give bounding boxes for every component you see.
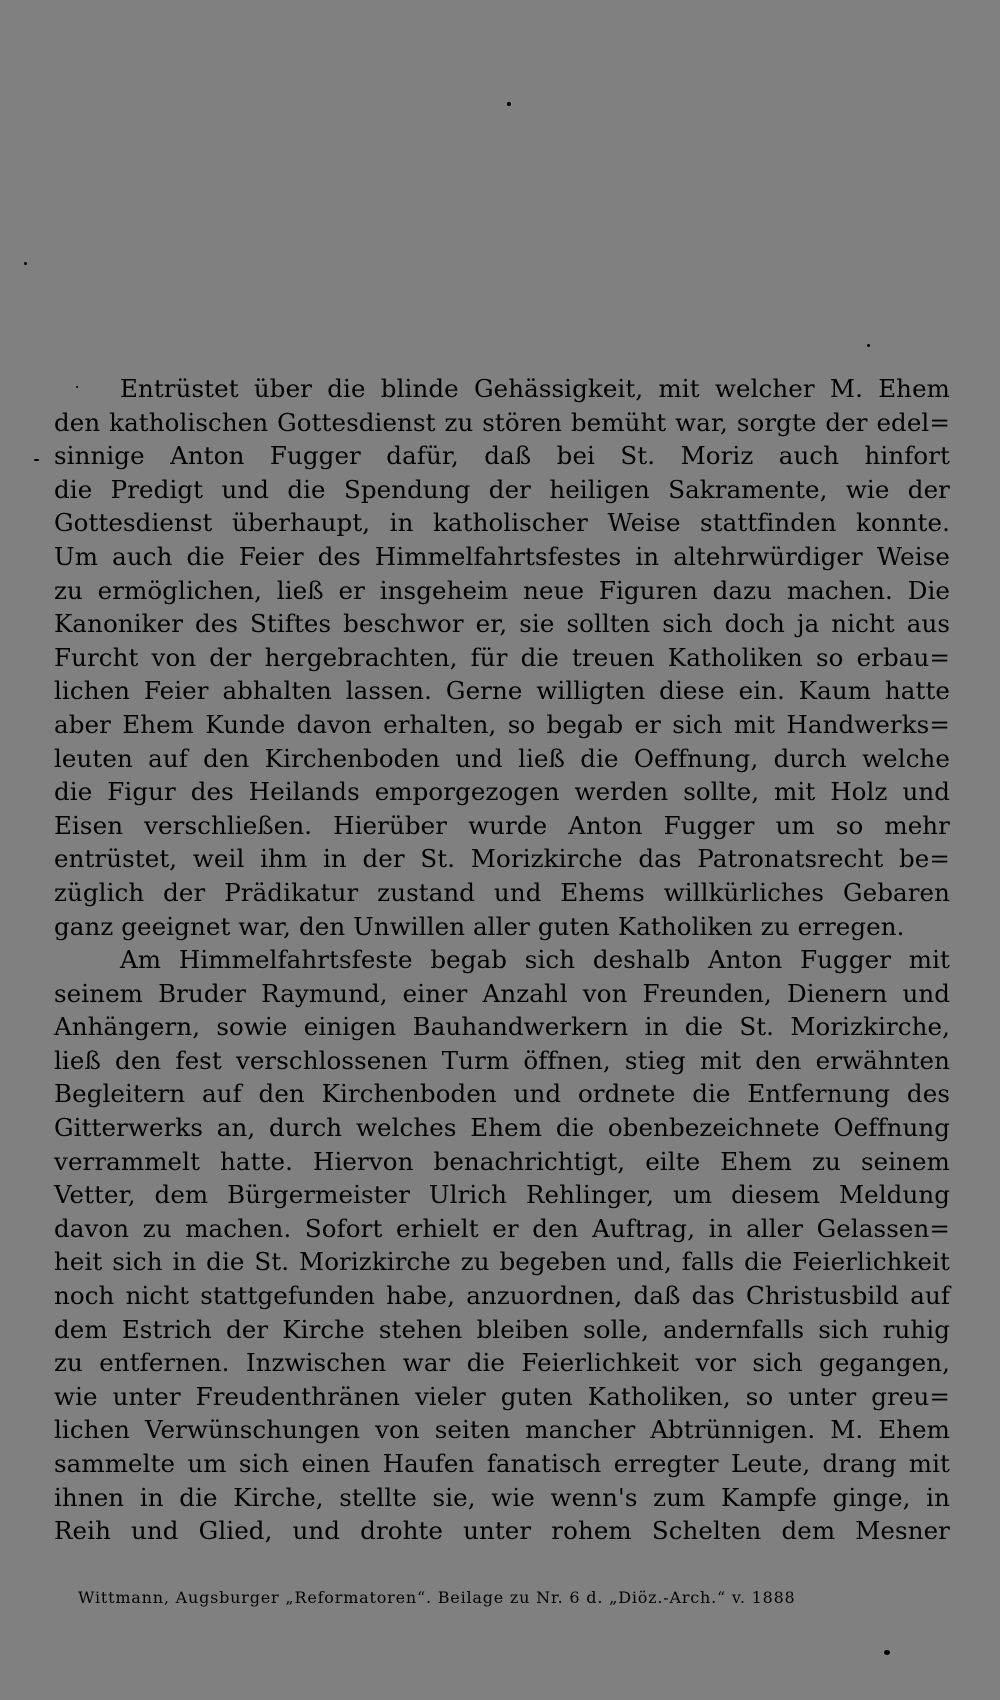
ink-speck — [24, 262, 27, 265]
text-line: noch nicht stattgefunden habe, anzuordnen, daß das Christusbild auf — [54, 1281, 950, 1311]
text-line: Am Himmelfahrtsfeste begab sich deshalb Anton Fugger mit — [120, 945, 950, 975]
text-line: Reih und Glied, und drohte unter rohem Schelten dem Mesner — [54, 1516, 950, 1546]
text-line: Um auch die Feier des Himmelfahrtsfestes in altehrwürdiger Weise — [54, 541, 950, 571]
ink-speck — [884, 1650, 890, 1655]
text-line: seinem Bruder Raymund, einer Anzahl von Freunden, Dienern und — [54, 978, 950, 1008]
text-line: Vetter, dem Bürgermeister Ulrich Rehlinger, um diesem Meldung — [54, 1180, 950, 1210]
ink-speck — [507, 102, 511, 106]
text-line: Gitterwerks an, durch welches Ehem die obenbezeichnete Oeffnung — [54, 1113, 950, 1143]
text-line: zu ermöglichen, ließ er insgeheim neue Figuren dazu machen. Die — [54, 575, 950, 605]
body-text — [54, 372, 950, 1548]
text-line: ganz geeignet war, den Unwillen aller guten Katholiken zu erregen. — [54, 911, 905, 941]
text-line: lichen Feier abhalten lassen. Gerne willigten diese ein. Kaum hatte — [54, 676, 950, 706]
text-line: zu entfernen. Inzwischen war die Feierlichkeit vor sich gegangen, — [54, 1348, 950, 1378]
text-line: wie unter Freudenthränen vieler guten Katholiken, so unter greu= — [54, 1381, 950, 1411]
text-line: heit sich in die St. Morizkirche zu begeben und, falls die Feierlichkeit — [54, 1247, 950, 1277]
ink-speck — [867, 344, 870, 347]
text-line: die Predigt und die Spendung der heiligen Sakramente, wie der — [54, 474, 950, 504]
text-line: Begleitern auf den Kirchenboden und ordnete die Entfernung des — [54, 1079, 950, 1109]
text-line: züglich der Prädikatur zustand und Ehems willkürliches Gebaren — [54, 877, 950, 907]
text-line: Entrüstet über die blinde Gehässigkeit, mit welcher M. Ehem — [120, 374, 950, 403]
text-line: verrammelt hatte. Hiervon benachrichtigt, eilte Ehem zu seinem — [54, 1146, 950, 1176]
text-line: den katholischen Gottesdienst zu stören bemüht war, sorgte der edel= — [54, 407, 950, 437]
paragraph — [54, 372, 950, 943]
text-line: dem Estrich der Kirche stehen bleiben solle, andernfalls sich ruhig — [54, 1314, 950, 1344]
text-line: ihnen in die Kirche, stellte sie, wie wenn's zum Kampfe ginge, in — [54, 1482, 950, 1512]
text-line: Eisen verschließen. Hierüber wurde Anton Fugger um so mehr — [54, 810, 950, 840]
text-line: ließ den fest verschlossenen Turm öffnen, stieg mit den erwähnten — [54, 1045, 950, 1075]
text-line: sinnige Anton Fugger dafür, daß bei St. Moriz auch hinfort — [54, 441, 950, 471]
text-line: Kanoniker des Stiftes beschwor er, sie sollten sich doch ja nicht aus — [54, 609, 950, 639]
source-footnote: Wittmann, Augsburger „Reformatoren“. Beilage zu Nr. 6 d. „Diöz.-Arch.“ v. 1888 — [78, 1588, 796, 1607]
text-line: lichen Verwünschungen von seiten mancher Abtrünnigen. M. Ehem — [54, 1415, 950, 1445]
text-line: die Figur des Heilands emporgezogen werden sollte, mit Holz und — [54, 777, 950, 807]
text-line: Gottesdienst überhaupt, in katholischer Weise stattfinden konnte. — [54, 508, 950, 538]
text-line: entrüstet, weil ihm in der St. Morizkirche das Patronatsrecht be= — [54, 844, 950, 874]
text-line: Furcht von der hergebrachten, für die treuen Katholiken so erbau= — [54, 642, 950, 672]
text-line: sammelte um sich einen Haufen fanatisch erregter Leute, drang mit — [54, 1449, 950, 1478]
paragraph — [54, 943, 950, 1548]
text-line: davon zu machen. Sofort erhielt er den Auftrag, in aller Gelassen= — [54, 1213, 950, 1243]
text-line: Anhängern, sowie einigen Bauhandwerkern in die St. Morizkirche, — [54, 1012, 950, 1042]
ink-speck — [34, 459, 39, 461]
text-line: leuten auf den Kirchenboden und ließ die Oeffnung, durch welche — [54, 743, 950, 773]
text-line: aber Ehem Kunde davon erhalten, so begab er sich mit Handwerks= — [54, 709, 950, 739]
